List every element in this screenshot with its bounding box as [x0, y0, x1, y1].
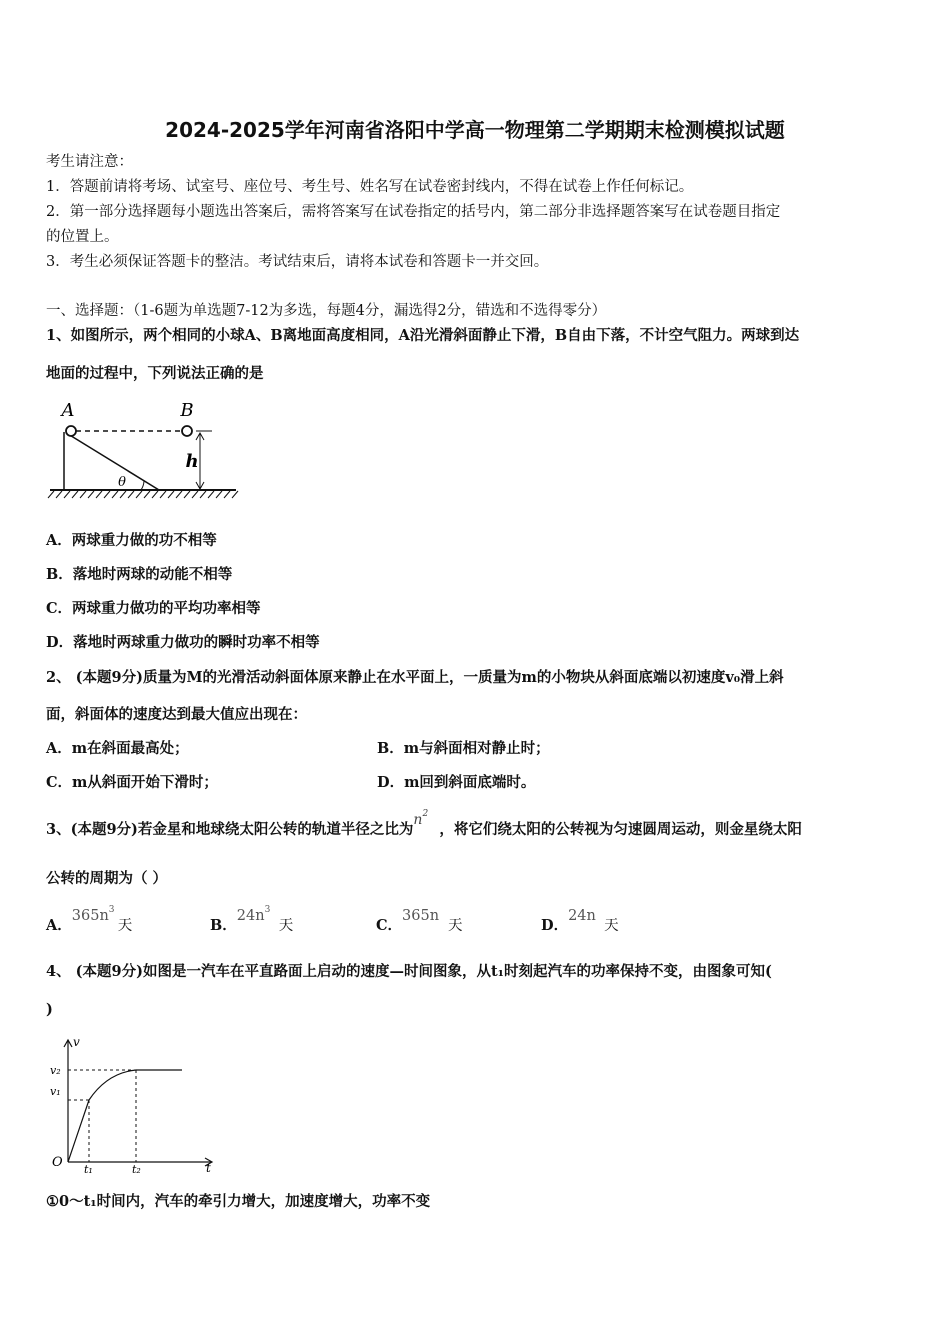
q3-option-a-exp: 3 [108, 905, 115, 915]
q3-option-a [46, 905, 133, 938]
q3-option-d-unit: 天 [604, 918, 619, 934]
q3-option-a-label: A． [46, 917, 72, 934]
q3-ratio-base: n [413, 812, 423, 828]
q3-option-a-expr [72, 906, 118, 928]
q3-text-post: ，将它们绕太阳的公转视为匀速圆周运动，则金星绕太阳 [439, 821, 802, 838]
q1-text-line1: 1、如图所示，两个相同的小球A、B离地面高度相同，A沿光滑斜面静止下滑，B自由下落，不计空气阻力。两球到达 [46, 327, 800, 344]
notice-item-2-cont: 的位置上。 [46, 229, 119, 245]
t2-label: t₂ [132, 1163, 141, 1174]
axis-v-label: v [73, 1035, 80, 1049]
q2-option-b: B．m与斜面相对静止时； [377, 740, 550, 757]
q3-option-d-expr [568, 906, 604, 926]
q1-option-d: D．落地时两球重力做功的瞬时功率不相等 [46, 634, 320, 651]
q3-option-b-expr [237, 906, 279, 928]
q3-option-c-expr [402, 906, 448, 926]
ball-a [66, 426, 76, 436]
page-title: 2024-2025学年河南省洛阳中学高一物理第二学期期末检测模拟试题 [165, 118, 785, 142]
q2-option-a: A．m在斜面最高处； [46, 740, 189, 757]
q2-option-c: C．m从斜面开始下滑时； [46, 774, 218, 791]
origin-label: O [52, 1155, 63, 1170]
q3-option-d [541, 908, 619, 936]
q3-option-c-unit: 天 [448, 918, 463, 934]
label-h: h [185, 451, 199, 472]
label-b: B [180, 400, 194, 421]
label-theta: θ [118, 475, 126, 490]
q3-option-b [210, 905, 294, 938]
q1-incline-figure [46, 396, 246, 500]
q4-statement-1: ①0～t₁时间内，汽车的牵引力增大，加速度增大，功率不变 [46, 1193, 431, 1210]
notice-item-3: 3．考生必须保证答题卡的整洁。考试结束后，请将本试卷和答题卡一并交回。 [46, 254, 549, 270]
q3-option-c [376, 908, 463, 936]
q2-text-line1: 2、 (本题9分)质量为M的光滑活动斜面体原来静止在水平面上，一质量为m的小物块从斜面底端以初速度v₀滑上斜 [46, 669, 784, 686]
q3-text-line1 [46, 809, 802, 842]
v1-label: v₁ [50, 1085, 61, 1098]
q3-option-b-label: B． [210, 917, 237, 934]
q3-option-a-base: 365n [71, 908, 109, 924]
q3-ratio [413, 810, 439, 832]
q3-option-a-unit: 天 [117, 918, 133, 934]
notice-item-1: 1．答题前请将考场、试室号、座位号、考生号、姓名写在试卷密封线内，不得在试卷上作任何标记。 [46, 179, 694, 195]
q1-text-line2: 地面的过程中，下列说法正确的是 [46, 365, 264, 382]
q4-text-line2: ) [46, 1001, 53, 1018]
q1-option-a: A．两球重力做的功不相等 [46, 532, 217, 549]
notice-item-2: 2．第一部分选择题每小题选出答案后，需将答案写在试卷指定的括号内，第二部分非选择题答案写在试卷题目指定 [46, 204, 781, 220]
q3-option-b-base: 24n [236, 908, 265, 924]
q1-option-b: B．落地时两球的动能不相等 [46, 566, 233, 583]
q1-option-c: C．两球重力做功的平均功率相等 [46, 600, 261, 617]
q3-text-pre: 3、(本题9分)若金星和地球绕太阳公转的轨道半径之比为 [46, 821, 414, 838]
t1-label: t₁ [84, 1163, 93, 1174]
notice-heading: 考生请注意： [46, 154, 133, 170]
section-heading: 一、选择题：（1-6题为单选题7-12为多选，每题4分，漏选得2分，错选和不选得零分） [46, 303, 607, 319]
q3-option-c-label: C． [376, 917, 403, 934]
q4-text-line1: 4、 (本题9分)如图是一汽车在平直路面上启动的速度—时间图象，从t₁时刻起汽车的功率保持不变，由图象可知( [46, 963, 772, 980]
q2-option-d: D．m回到斜面底端时。 [377, 774, 536, 791]
q3-option-b-unit: 天 [278, 918, 294, 934]
label-a: A [61, 400, 75, 421]
q3-option-d-base: 24n [568, 908, 596, 924]
q2-text-line2: 面，斜面体的速度达到最大值应出现在： [46, 706, 307, 723]
axis-t-label: t [206, 1161, 211, 1174]
q3-option-c-base: 365n [402, 908, 440, 924]
q3-ratio-exp: 2 [422, 809, 429, 819]
q3-option-b-exp: 3 [264, 905, 271, 915]
q3-option-d-label: D． [541, 917, 569, 934]
ball-b [182, 426, 192, 436]
v2-label: v₂ [50, 1064, 61, 1077]
q3-text-line2: 公转的周期为（ ） [46, 870, 168, 887]
q4-vt-graph [46, 1032, 216, 1174]
